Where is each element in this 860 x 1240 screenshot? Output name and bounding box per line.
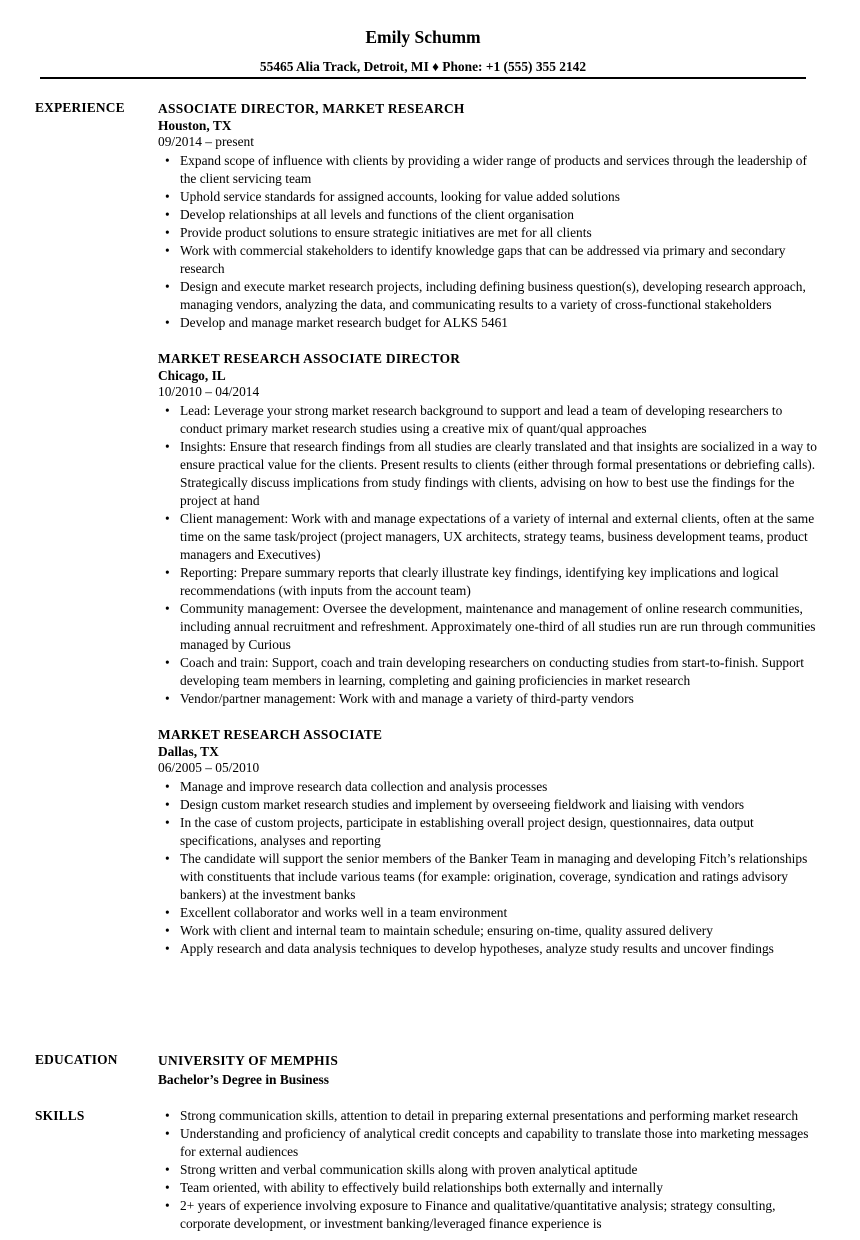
job-bullet: • The candidate will support the senior members of the Banker Team in managing and developing Fitch’s relationships with constituents that include various teams (for example: origination, coverage, syndication and ratings advisory bankers) at the investment banks [180, 850, 818, 904]
job-bullet: • Manage and improve research data collection and analysis processes [180, 778, 818, 796]
experience-list [158, 99, 818, 975]
job-bullet: • Work with client and internal team to maintain schedule; ensuring on-time, quality assured delivery [180, 922, 818, 940]
header-divider [40, 77, 806, 79]
job-dates: 09/2014 – present [158, 134, 254, 149]
job-bullet: • Uphold service standards for assigned accounts, looking for value added solutions [180, 188, 818, 206]
job-entry [158, 349, 818, 708]
job-bullet: • Client management: Work with and manage expectations of a variety of internal and external clients, often at the same time on the same task/project (project managers, UX architects, strategy teams, business development teams, product managers and Executives) [180, 510, 818, 564]
job-bullet: • Apply research and data analysis techniques to develop hypotheses, analyze study results and uncover findings [180, 940, 818, 958]
job-bullet: • Lead: Leverage your strong market research background to support and lead a team of developing researchers to conduct primary market research studies using a creative mix of quant/qual approaches [180, 402, 818, 438]
job-location: Chicago, IL [158, 368, 226, 383]
school-name: UNIVERSITY OF MEMPHIS [158, 1053, 339, 1068]
degree: Bachelor’s Degree in Business [158, 1072, 329, 1087]
section-label-skills: SKILLS [35, 1108, 85, 1123]
skill-bullet: • 2+ years of experience involving exposure to Finance and qualitative/quantitative analysis; strategy consulting, corporate development, or investment banking/leveraged finance experience is [180, 1197, 818, 1233]
job-bullet: • Expand scope of influence with clients by providing a wider range of products and services through the leadership of the client servicing team [180, 152, 818, 188]
job-title: ASSOCIATE DIRECTOR, MARKET RESEARCH [158, 101, 465, 116]
job-location: Houston, TX [158, 118, 232, 133]
job-dates: 10/2010 – 04/2014 [158, 384, 260, 399]
job-bullet: • Design custom market research studies and implement by overseeing fieldwork and liaising with vendors [180, 796, 818, 814]
section-label-education: EDUCATION [35, 1052, 118, 1067]
job-bullet: • Insights: Ensure that research findings from all studies are clearly translated and that insights are socialized in a way to ensure practical value for the clients. Present results to clients (either through formal presentations or debriefing calls). Strategically discuss implications from study findings with clients, advising on how to best use the findings for the project at hand [180, 438, 818, 510]
skill-bullet: • Team oriented, with ability to effectively build relationships both externally and internally [180, 1179, 818, 1197]
job-title: MARKET RESEARCH ASSOCIATE [158, 727, 383, 742]
job-bullet: • Work with commercial stakeholders to identify knowledge gaps that can be addressed via primary and secondary research [180, 242, 818, 278]
skill-bullets [158, 1107, 818, 1233]
job-bullet: • In the case of custom projects, participate in establishing overall project design, questionnaires, data output specifications, analyses and reporting [180, 814, 818, 850]
skill-bullet: • Strong written and verbal communication skills along with proven analytical aptitude [180, 1161, 818, 1179]
candidate-name: Emily Schumm [365, 27, 481, 47]
job-entry [158, 99, 818, 332]
job-bullet: • Develop and manage market research budget for ALKS 5461 [180, 314, 818, 332]
job-bullet: • Develop relationships at all levels and functions of the client organisation [180, 206, 818, 224]
job-bullet: • Community management: Oversee the development, maintenance and management of online research communities, including annual recruitment and refreshment. Approximately one-third of all studies run are run through communities managed by Curious [180, 600, 818, 654]
job-title: MARKET RESEARCH ASSOCIATE DIRECTOR [158, 351, 461, 366]
section-label-experience: EXPERIENCE [35, 100, 125, 115]
job-location: Dallas, TX [158, 744, 219, 759]
job-bullets [158, 152, 818, 332]
job-entry [158, 725, 818, 958]
education-entry [158, 1051, 818, 1089]
job-bullet: • Provide product solutions to ensure strategic initiatives are met for all clients [180, 224, 818, 242]
contact-line: 55465 Alia Track, Detroit, MI ♦ Phone: +1 (555) 355 2142 [259, 59, 587, 74]
job-bullet: • Coach and train: Support, coach and train developing researchers on conducting studies from start-to-finish. Support developing team members in learning, completing and gaining proficiencies in market research [180, 654, 818, 690]
job-dates: 06/2005 – 05/2010 [158, 760, 260, 775]
job-bullet: • Excellent collaborator and works well in a team environment [180, 904, 818, 922]
job-bullet: • Reporting: Prepare summary reports that clearly illustrate key findings, identifying key implications and logical recommendations (with inputs from the account team) [180, 564, 818, 600]
job-bullet: • Vendor/partner management: Work with and manage a variety of third-party vendors [180, 690, 818, 708]
skills-list [158, 1107, 818, 1233]
job-bullet: • Design and execute market research projects, including defining business question(s), developing research approach, managing vendors, analyzing the data, and communicating results to a variety of cross-functional stakeholders [180, 278, 818, 314]
job-bullets [158, 778, 818, 958]
skill-bullet: • Understanding and proficiency of analytical credit concepts and capability to translate those into marketing messages for external audiences [180, 1125, 818, 1161]
skill-bullet: • Strong communication skills, attention to detail in preparing external presentations and performing market research [180, 1107, 818, 1125]
job-bullets [158, 402, 818, 708]
